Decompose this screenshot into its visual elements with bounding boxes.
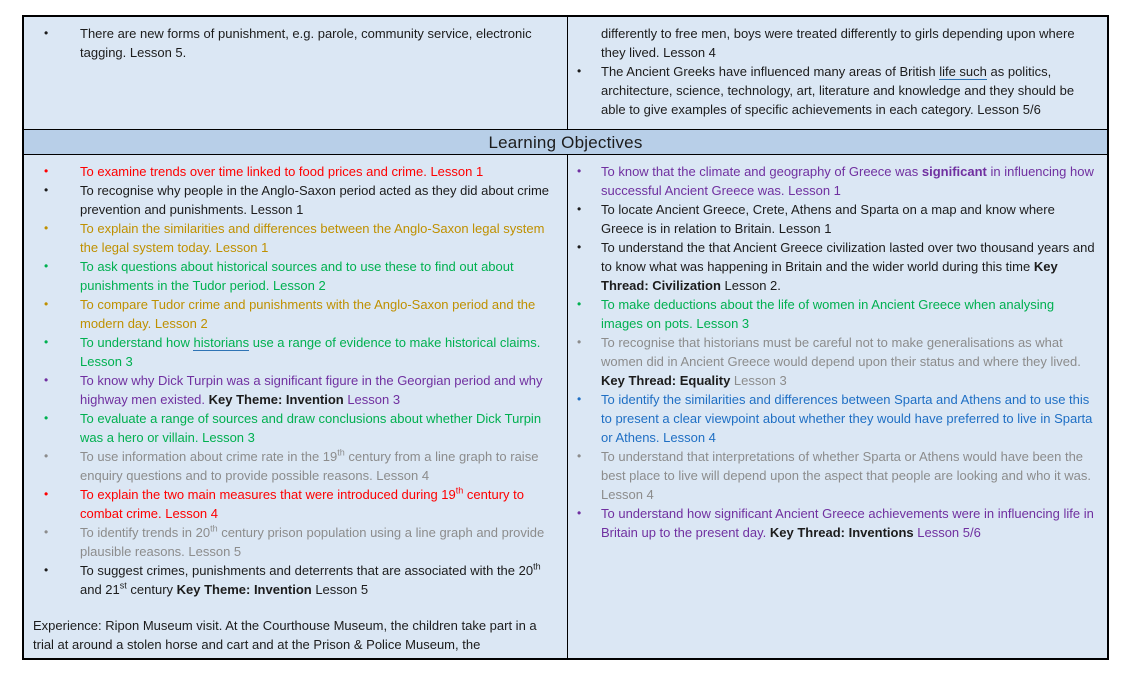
text-segment: To locate Ancient Greece, Crete, Athens and Sparta on a map and know where Greece is in relation to Britain. Lesson 1 [601,202,1055,236]
text-segment: century to combat crime. Lesson 4 [80,487,524,521]
objective-text [80,561,567,599]
objective-item [24,295,567,333]
bullet-icon: • [577,240,582,254]
objective-text [80,257,567,295]
objective-text [601,162,1107,200]
text-segment: th [455,485,464,496]
objective-item [568,200,1107,238]
text-segment: Key Theme: Invention [208,392,344,407]
objective-item [24,523,567,561]
objective-text [601,390,1107,447]
objective-item [24,219,567,257]
top-right-cell [567,17,1107,129]
objective-item [568,447,1107,504]
learning-objectives-title: Learning Objectives [488,132,643,152]
left-objectives-list [24,162,567,599]
bullet-icon: • [577,202,582,216]
text-segment: To understand how [80,335,194,350]
text-segment: To use information about crime rate in the 19 [80,449,338,464]
bullet-icon: • [44,297,49,311]
objective-item [568,62,1107,119]
text-segment: as politics, architecture, science, technology, art, literature and knowledge and they should be able to give examples of specific achievements in each category. Lesson 5/6 [601,64,1075,117]
objective-text [80,371,567,409]
text-segment: To recognise why people in the Anglo-Saxon period acted as they did about crime prevention and punishments. Lesson 1 [80,183,550,217]
objective-text [80,162,567,181]
text-segment: There are new forms of punishment, e.g. parole, community service, electronic tagging. Lesson 5. [80,26,532,60]
text-segment: To examine trends over time linked to food prices and crime. Lesson 1 [80,164,484,179]
text-segment: th [337,447,345,458]
text-segment: To explain the similarities and differences between the Anglo-Saxon legal system the legal system today. Lesson 1 [80,221,545,255]
bullet-icon: • [577,64,582,78]
bullet-icon: • [44,525,49,539]
objective-text [80,333,567,371]
objective-item [24,181,567,219]
objective-item [24,447,567,485]
bullet-icon: • [577,297,582,311]
bullet-icon: • [577,335,582,349]
objective-text [601,295,1107,333]
objective-item [24,409,567,447]
objective-item [568,504,1107,542]
objective-text [601,447,1107,504]
objective-item [568,333,1107,390]
text-segment: To understand the that Ancient Greece civilization lasted over two thousand years and to know what was happening in Britain and the wider world during this time [601,240,1095,274]
bullet-icon: • [577,506,582,520]
text-segment: century prison population using a line graph and provide plausible reasons. Lesson 5 [80,525,545,559]
bullet-icon: • [577,392,582,406]
text-segment: Lesson 5/6 [913,525,981,540]
objective-item [24,371,567,409]
text-segment: Key Theme: Invention [176,582,312,597]
objective-text [80,181,567,219]
objective-item [24,485,567,523]
text-segment: Lesson 3 [343,392,401,407]
text-segment: Lesson 3 [730,373,787,388]
text-segment: To compare Tudor crime and punishments with the Anglo-Saxon period and the modern day. Lesson 2 [80,297,536,331]
objective-item [24,257,567,295]
text-segment: st [119,580,127,591]
objective-item [24,333,567,371]
text-segment: and 21 [80,582,120,597]
text-segment: Key Thread: Inventions [769,525,914,540]
experience-paragraph [33,616,557,654]
text-segment: Key Thread: Civilization [601,259,1058,293]
bullet-icon: • [44,183,49,197]
bullet-icon: • [577,164,582,178]
table-top-row [24,17,1107,130]
objective-text [601,62,1107,119]
bullet-icon: • [44,335,49,349]
text-segment: th [533,561,541,572]
bullet-icon: • [44,411,49,425]
objective-text [80,447,567,485]
table-body-row [24,155,1107,658]
learning-objectives-header [24,130,1107,155]
text-segment: To know why Dick Turpin was a significant figure in the Georgian period and why highway men existed. [80,373,543,407]
text-segment: To understand how significant Ancient Greece achievements were in influencing life in Britain up to the present day. [601,506,1094,540]
text-segment: Lesson 5 [311,582,369,597]
bullet-icon: • [44,487,49,501]
text-segment: century from a line graph to raise enquiry questions and to provide possible reasons. Lesson 4 [80,449,539,483]
text-segment: century [126,582,177,597]
objective-text [601,200,1107,238]
bullet-icon: • [44,259,49,273]
bullet-icon: • [44,563,49,577]
objective-text [80,523,567,561]
continuation-text [601,24,1107,62]
objectives-left-cell [24,155,567,658]
text-segment: historians [193,335,250,350]
text-segment: Lesson 2. [720,278,781,293]
text-segment: To suggest crimes, punishments and deterrents that are associated with the 20 [80,563,534,578]
bullet-icon: • [44,221,49,235]
text-segment: To ask questions about historical sources and to use these to find out about punishments in the Tudor period. Lesson 2 [80,259,514,293]
top-right-list [568,62,1107,119]
objective-item [24,162,567,181]
objective-text [601,238,1107,295]
objective-text [80,24,567,62]
right-objectives-list [568,162,1107,542]
objective-item [568,238,1107,295]
bullet-icon: • [577,449,582,463]
objective-item [568,390,1107,447]
top-left-list [24,24,567,62]
bullet-icon: • [44,373,49,387]
text-segment: significant [921,164,987,179]
text-segment: The Ancient Greeks have influenced many areas of British [601,64,940,79]
text-segment: in influencing how successful Ancient Greece was. Lesson 1 [601,164,1094,198]
objective-text [601,504,1107,542]
objective-item [568,295,1107,333]
text-segment: To understand that interpretations of whether Sparta or Athens would have been the best place to live will depend upon the aspect that people are looking and who it was. Lesson 4 [601,449,1091,502]
text-segment: Key Thread: Equality [601,373,731,388]
objective-text [80,295,567,333]
bullet-icon: • [44,449,49,463]
text-segment: To explain the two main measures that were introduced during 19 [80,487,456,502]
text-segment: To recognise that historians must be careful not to make generalisations as what women did in Ancient Greece would depend upon their status and where they lived. [601,335,1081,369]
text-segment: To identify the similarities and differences between Sparta and Athens and to use this to present a clear viewpoint about whether they would have preferred to live in Sparta or Athens. Lesson 4 [601,392,1093,445]
objective-item [24,24,567,62]
text-segment: life such [939,64,987,79]
objectives-table [22,15,1109,660]
text-segment: use a range of evidence to make historical claims. Lesson 3 [80,335,541,369]
objective-item [24,561,567,599]
text-segment: Experience: Ripon Museum visit. At the Courthouse Museum, the children take part in a trial at around a stolen horse and cart and at the Prison & Police Museum, the [33,618,537,652]
objectives-right-cell [567,155,1107,658]
objective-text [601,333,1107,390]
bullet-icon: • [44,164,49,178]
objective-text [80,485,567,523]
bullet-icon: • [44,26,49,40]
text-segment: To know that the climate and geography of Greece was [601,164,922,179]
text-segment: th [210,523,218,534]
text-segment: To make deductions about the life of women in Ancient Greece when analysing images on pots. Lesson 3 [601,297,1055,331]
top-left-cell [24,17,567,129]
objective-text [80,409,567,447]
text-segment: To identify trends in 20 [80,525,211,540]
text-segment: To evaluate a range of sources and draw conclusions about whether Dick Turpin was a hero or villain. Lesson 3 [80,411,542,445]
text-segment: differently to free men, boys were treated differently to girls depending upon where they lived. Lesson 4 [601,26,1075,60]
objective-text [80,219,567,257]
objective-item [568,162,1107,200]
